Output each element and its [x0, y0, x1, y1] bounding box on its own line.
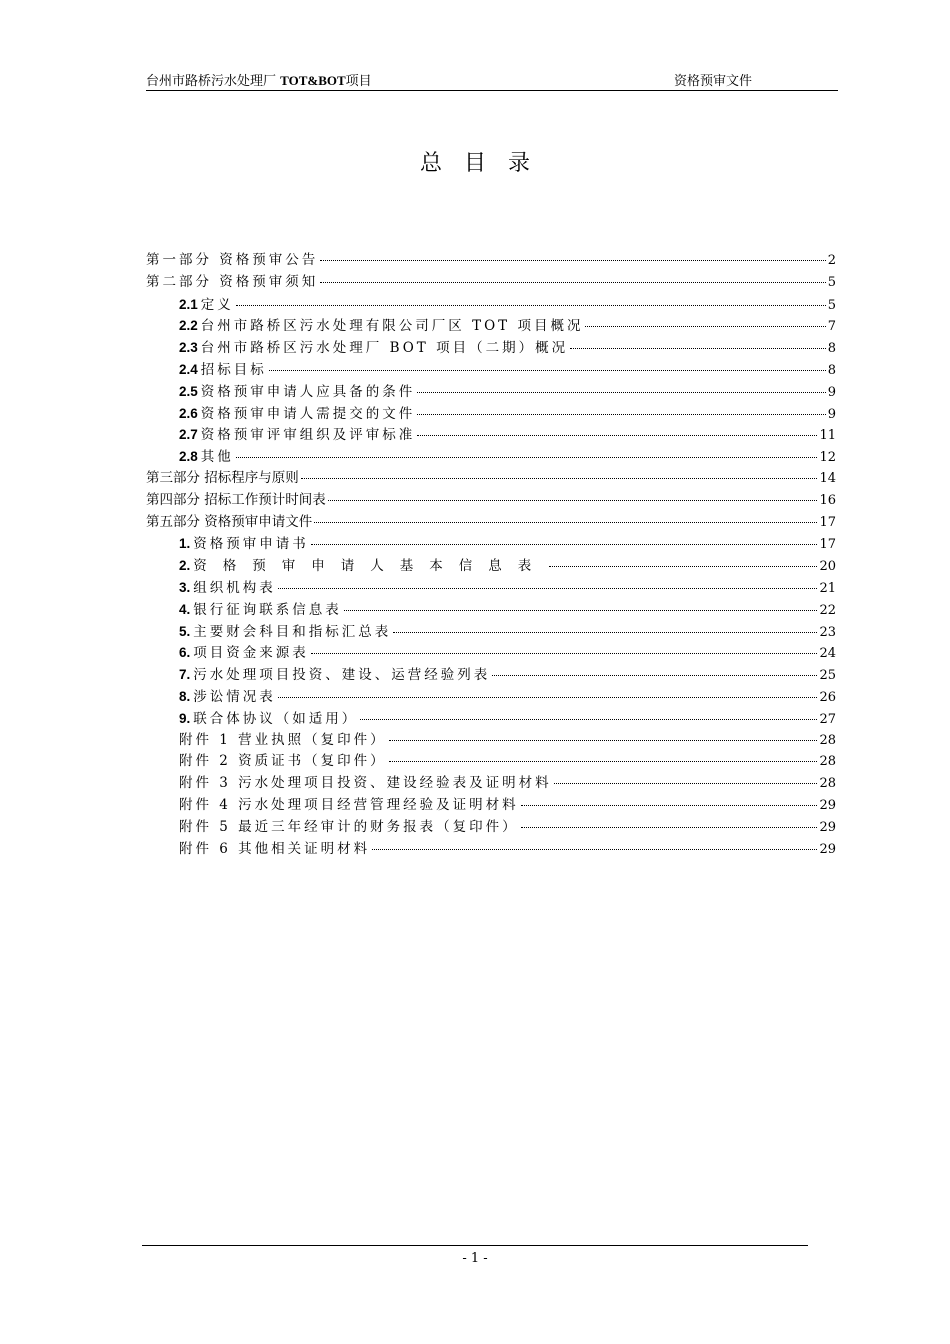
toc-entry-title: 台州市路桥区污水处理厂 BOT 项目（二期）概况	[200, 340, 569, 357]
toc-entry-page: 17	[819, 514, 836, 530]
toc-entry-title: 招标目标	[200, 361, 267, 378]
toc-leader-dots	[521, 804, 818, 806]
page-title: 总目录	[419, 151, 552, 176]
toc-entry-number: 3.	[179, 579, 191, 595]
toc-entry-title: 主要财会科目和指标汇总表	[193, 623, 392, 640]
toc-entry[interactable]	[146, 272, 836, 294]
toc-entry-page: 12	[819, 450, 836, 466]
toc-entry[interactable]	[146, 839, 836, 861]
toc-entry[interactable]	[146, 446, 836, 468]
toc-leader-dots	[311, 652, 818, 654]
toc-entry-title: 涉讼情况表	[193, 688, 276, 705]
toc-entry[interactable]	[146, 403, 836, 425]
toc-entry[interactable]	[146, 751, 836, 773]
toc-leader-dots	[360, 718, 817, 720]
toc-entry-page: 5	[827, 274, 836, 290]
toc-leader-dots	[314, 521, 817, 523]
toc-entry[interactable]	[146, 381, 836, 403]
toc-entry-page: 2	[827, 253, 836, 268]
toc-entry-number: 2.7	[179, 427, 198, 443]
toc-entry-page: 25	[819, 668, 836, 684]
toc-entry-page: 29	[819, 819, 836, 835]
toc-entry-page: 21	[819, 580, 836, 596]
toc-leader-dots	[417, 434, 817, 436]
toc-entry-number: 2.1	[179, 296, 198, 312]
toc-leader-dots	[417, 391, 825, 393]
toc-entry-page: 23	[819, 624, 836, 640]
toc-entry-page: 29	[819, 797, 836, 813]
toc-entry-page: 9	[827, 384, 836, 400]
toc-entry[interactable]	[146, 555, 836, 577]
toc-entry-title: 附件 4 污水处理项目经营管理经验及证明材料	[179, 796, 519, 813]
toc-entry-title: 组织机构表	[193, 579, 276, 596]
toc-entry-number: 5.	[179, 623, 191, 639]
toc-entry-page: 22	[819, 602, 836, 618]
toc-entry-page: 8	[827, 362, 836, 378]
toc-leader-dots	[549, 565, 817, 567]
toc-leader-dots	[269, 369, 826, 371]
toc-entry-number: 2.6	[179, 405, 198, 421]
toc-entry-title: 附件 1 营业执照（复印件）	[179, 731, 387, 748]
toc-entry[interactable]	[146, 817, 836, 839]
table-of-contents	[146, 250, 836, 860]
toc-leader-dots	[570, 347, 826, 349]
toc-entry-title: 资格预审申请人应具备的条件	[200, 383, 416, 400]
toc-entry[interactable]	[146, 642, 836, 664]
toc-leader-dots	[311, 543, 818, 545]
toc-entry-page: 28	[819, 776, 836, 792]
toc-entry-title: 项目资金来源表	[193, 645, 309, 662]
toc-entry[interactable]	[146, 664, 836, 686]
toc-leader-dots	[393, 631, 817, 633]
toc-leader-dots	[389, 739, 818, 741]
toc-leader-dots	[389, 760, 818, 762]
toc-leader-dots	[585, 325, 825, 327]
toc-entry-title: 第三部分 招标程序与原则	[146, 469, 299, 486]
toc-entry[interactable]	[146, 621, 836, 643]
toc-entry-number: 1.	[179, 536, 191, 552]
toc-leader-dots	[417, 413, 825, 415]
toc-entry[interactable]	[146, 708, 836, 730]
toc-entry[interactable]	[146, 424, 836, 446]
toc-entry-title: 第四部分 招标工作预计时间表	[146, 491, 326, 508]
toc-entry-title: 其他	[200, 449, 234, 466]
toc-entry-page: 24	[819, 646, 836, 662]
toc-entry-page: 17	[819, 537, 836, 553]
page-number: - 1 -	[462, 1251, 488, 1266]
toc-entry-title: 定义	[200, 296, 234, 313]
toc-entry-title: 银行征询联系信息表	[193, 601, 342, 618]
toc-entry-title: 附件 6 其他相关证明材料	[179, 840, 371, 857]
toc-entry[interactable]	[146, 490, 836, 512]
toc-entry[interactable]	[146, 686, 836, 708]
toc-entry[interactable]	[146, 730, 836, 752]
toc-leader-dots	[278, 696, 818, 698]
toc-entry-page: 16	[819, 492, 836, 508]
toc-entry[interactable]	[146, 294, 836, 316]
toc-entry-title: 附件 3 污水处理项目投资、建设经验表及证明材料	[179, 775, 552, 792]
toc-leader-dots	[372, 848, 817, 850]
toc-leader-dots	[236, 304, 826, 306]
toc-entry-title: 第五部分 资格预审申请文件	[146, 513, 313, 530]
toc-entry[interactable]	[146, 315, 836, 337]
toc-entry-number: 9.	[179, 710, 191, 726]
toc-leader-dots	[328, 499, 818, 501]
page-header	[146, 68, 838, 91]
toc-entry-title: 附件 2 资质证书（复印件）	[179, 753, 387, 770]
toc-entry-page: 20	[819, 559, 836, 575]
toc-entry-title: 资格预审申请人基本信息表	[193, 558, 548, 575]
toc-entry-number: 4.	[179, 601, 191, 617]
toc-entry-title: 第一部分 资格预审公告	[146, 252, 319, 268]
toc-entry-title: 资格预审申请书	[193, 536, 309, 553]
toc-leader-dots	[344, 609, 818, 611]
toc-entry[interactable]	[146, 512, 836, 534]
toc-entry[interactable]	[146, 773, 836, 795]
header-document-type: 资格预审文件	[674, 74, 753, 89]
toc-entry-page: 8	[827, 341, 836, 357]
toc-entry-page: 26	[819, 689, 836, 705]
toc-entry-title: 台州市路桥区污水处理有限公司厂区 TOT 项目概况	[200, 318, 584, 335]
toc-entry-number: 2.	[179, 558, 191, 574]
toc-entry[interactable]	[146, 533, 836, 555]
toc-entry-page: 28	[819, 754, 836, 770]
toc-leader-dots	[492, 674, 817, 676]
toc-entry-title: 资格预审评审组织及评审标准	[200, 427, 416, 444]
toc-entry-number: 2.5	[179, 383, 198, 399]
header-project-name: 台州市路桥污水处理厂 TOT&BOT项目	[146, 73, 372, 89]
toc-entry-page: 28	[819, 732, 836, 748]
toc-leader-dots	[278, 587, 818, 589]
footer-divider	[142, 1245, 808, 1246]
toc-entry[interactable]	[146, 468, 836, 490]
toc-entry-number: 2.3	[179, 340, 198, 356]
toc-entry-title: 资格预审申请人需提交的文件	[200, 405, 416, 422]
toc-entry[interactable]	[146, 599, 836, 621]
toc-entry[interactable]	[146, 795, 836, 817]
toc-entry-number: 8.	[179, 688, 191, 704]
toc-entry-page: 9	[827, 406, 836, 422]
toc-entry-page: 11	[819, 428, 836, 444]
toc-leader-dots	[320, 259, 825, 261]
toc-leader-dots	[320, 281, 825, 283]
toc-entry-number: 2.8	[179, 449, 198, 465]
toc-entry-page: 7	[827, 319, 836, 335]
toc-leader-dots	[236, 456, 818, 458]
toc-entry[interactable]	[146, 250, 836, 272]
toc-entry-number: 7.	[179, 667, 191, 683]
toc-entry-title: 污水处理项目投资、建设、运营经验列表	[193, 667, 491, 684]
toc-leader-dots	[554, 782, 818, 784]
toc-entry[interactable]	[146, 359, 836, 381]
toc-entry-page: 14	[819, 470, 836, 486]
toc-entry-number: 2.2	[179, 318, 198, 334]
toc-entry-number: 2.4	[179, 361, 198, 377]
toc-leader-dots	[521, 826, 818, 828]
toc-entry[interactable]	[146, 577, 836, 599]
toc-entry-number: 6.	[179, 645, 191, 661]
toc-entry-title: 第二部分 资格预审须知	[146, 273, 319, 290]
toc-entry-title: 联合体协议（如适用）	[193, 710, 359, 727]
toc-leader-dots	[301, 477, 818, 479]
toc-entry-page: 27	[819, 711, 836, 727]
toc-entry[interactable]	[146, 337, 836, 359]
toc-entry-title: 附件 5 最近三年经审计的财务报表（复印件）	[179, 818, 519, 835]
toc-entry-page: 5	[827, 297, 836, 313]
toc-entry-page: 29	[819, 841, 836, 857]
